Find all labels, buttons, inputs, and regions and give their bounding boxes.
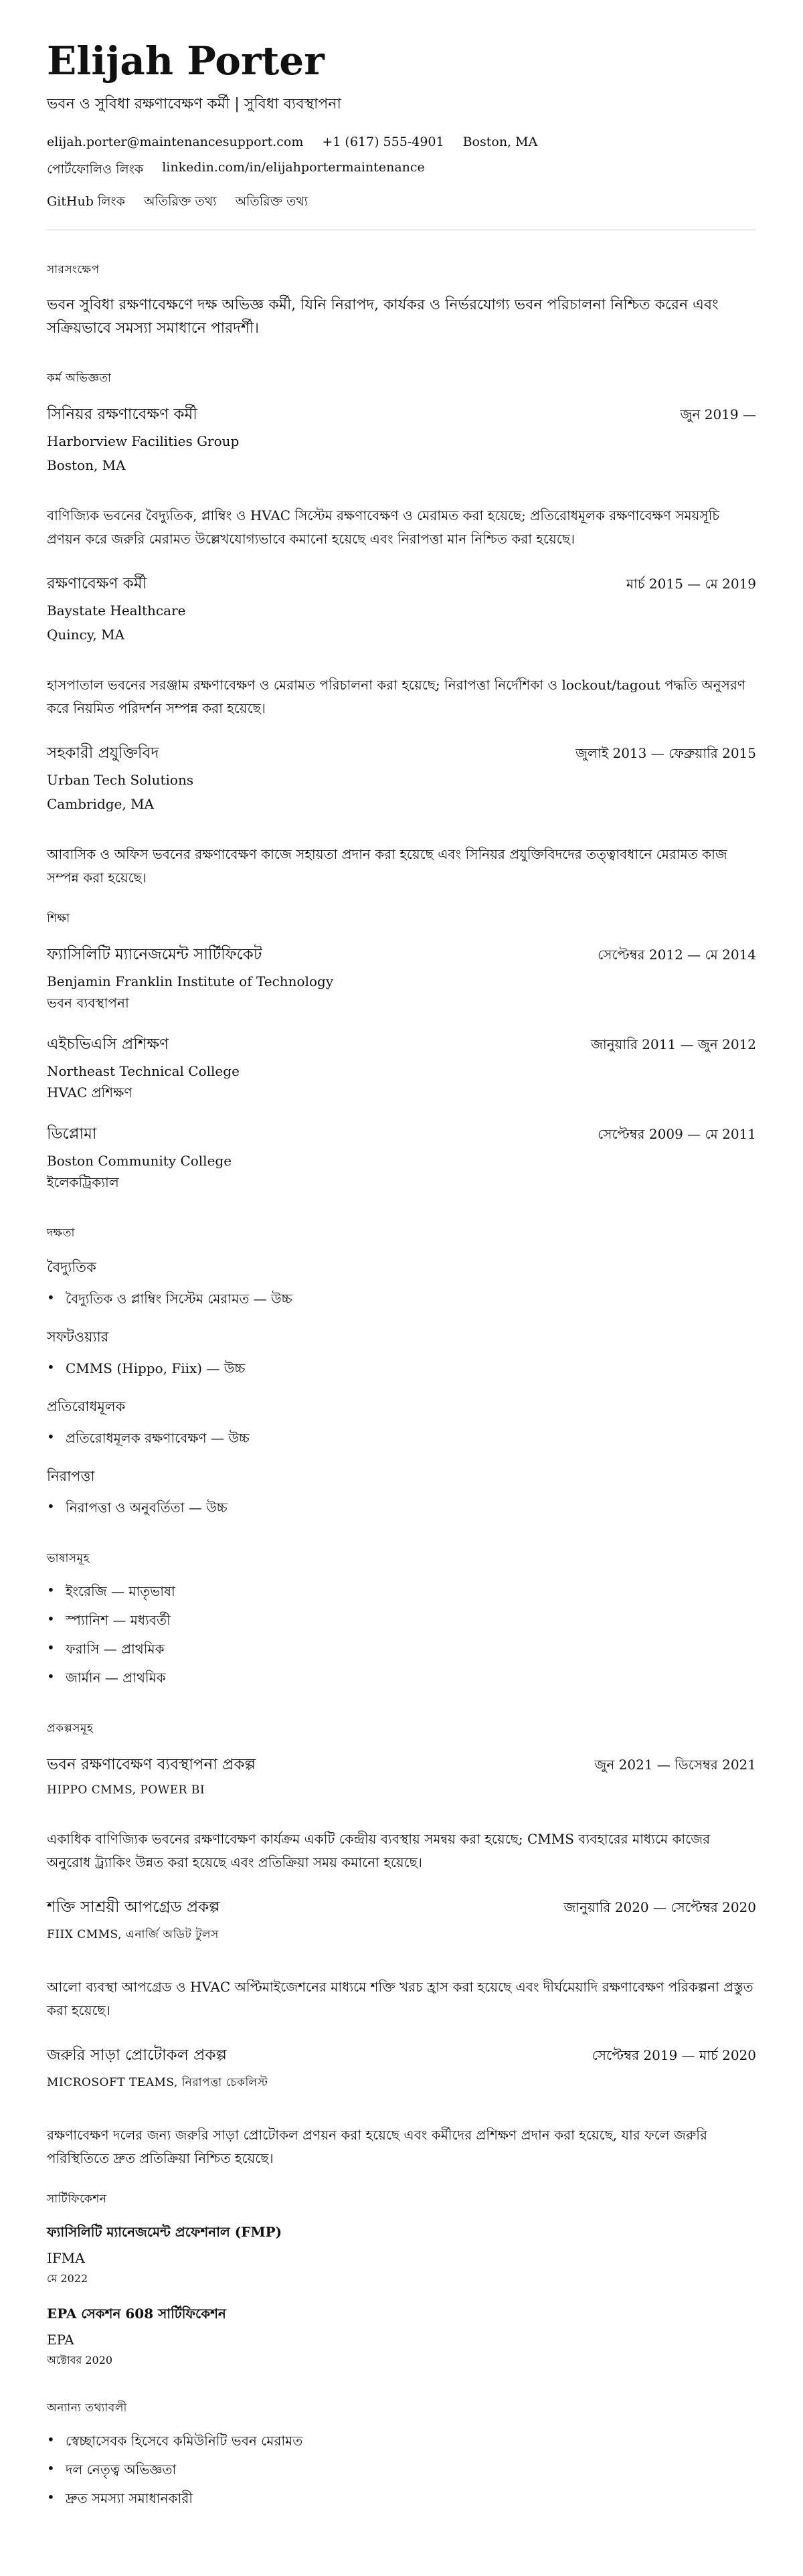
languages-section bbox=[47, 1550, 756, 1690]
skill-category: বৈদ্যুতিক bbox=[47, 1259, 96, 1276]
person-name: Elijah Porter bbox=[47, 38, 325, 84]
project-dates: জুন 2021 — ডিসেম্বর 2021 bbox=[594, 1757, 756, 1773]
section-title-certifications: সার্টিফিকেশন bbox=[47, 2192, 107, 2206]
skill-item: • বৈদ্যুতিক ও প্লাম্বিং সিস্টেম মেরামত — উচ্চ bbox=[47, 1289, 756, 1311]
phone-number: +1 (617) 555-4901 bbox=[322, 134, 444, 149]
field-of-study: HVAC প্রশিক্ষণ bbox=[47, 1084, 132, 1101]
email-link[interactable]: elijah.porter@maintenancesupport.com bbox=[47, 134, 304, 149]
section-title-projects: প্রকল্পসমূহ bbox=[47, 1722, 94, 1736]
project-tech: FIIX CMMS, এনার্জি অডিট টুলস bbox=[47, 1928, 219, 1942]
language-item: • ফরাসি — প্রাথমিক bbox=[47, 1639, 756, 1662]
job-location: Cambridge, MA bbox=[47, 796, 155, 813]
certification-name: EPA সেকশন 608 সার্টিফিকেশন bbox=[47, 2306, 226, 2322]
contact-line-1 bbox=[47, 135, 756, 149]
project-description: একাধিক বাণিজ্যিক ভবনের রক্ষণাবেক্ষণ কার্যক্রম একটি কেন্দ্রীয় ব্যবস্থায় সমন্বয় করা হয়েছে; CMMS ব্যবহারের মাধ্যমে কাজের অনুরোধ ট্র্যাকিং উন্নত করা হয়েছে এবং প্রতিক্রিয়া সময় কমানো হয়েছে। bbox=[47, 1831, 711, 1871]
experience-entry bbox=[47, 571, 756, 720]
location: Boston, MA bbox=[462, 134, 538, 149]
experience-entry bbox=[47, 402, 756, 551]
language-item: • জার্মান — প্রাথমিক bbox=[47, 1668, 756, 1690]
skill-item: • প্রতিরোধমূলক রক্ষণাবেক্ষণ — উচ্চ bbox=[47, 1429, 756, 1451]
certification-entry bbox=[47, 2304, 756, 2370]
extra-info-2: অতিরিক্ত তথ্য bbox=[235, 193, 308, 209]
institution: Boston Community College bbox=[47, 1153, 232, 1170]
skill-item: • নিরাপত্তা ও অনুবর্তিতা — উচ্চ bbox=[47, 1498, 756, 1520]
section-title-skills: দক্ষতা bbox=[47, 1226, 75, 1240]
contact-line-2 bbox=[47, 160, 756, 181]
education-entry bbox=[47, 942, 756, 1016]
skill-category: নিরাপত্তা bbox=[47, 1468, 95, 1485]
projects-section bbox=[47, 1720, 756, 2170]
job-title: সহকারী প্রযুক্তিবিদ bbox=[47, 744, 159, 762]
skill-category: সফটওয়্যার bbox=[47, 1329, 109, 1346]
job-title: সিনিয়র রক্ষণাবেক্ষণ কর্মী bbox=[47, 406, 197, 424]
certification-date: মে 2022 bbox=[47, 2272, 88, 2285]
education-dates: সেপ্টেম্বর 2012 — মে 2014 bbox=[598, 947, 756, 963]
skills-section bbox=[47, 1224, 756, 1520]
certification-entry bbox=[47, 2223, 756, 2288]
institution: Benjamin Franklin Institute of Technology bbox=[47, 973, 334, 990]
headline: ভবন ও সুবিধা রক্ষণাবেক্ষণ কর্মী | সুবিধা ব্যবস্থাপনা bbox=[47, 95, 341, 112]
portfolio-link[interactable]: পোর্টফোলিও লিংক bbox=[47, 161, 144, 177]
project-entry bbox=[47, 1895, 756, 2022]
field-of-study: ভবন ব্যবস্থাপনা bbox=[47, 995, 129, 1012]
job-location: Boston, MA bbox=[47, 457, 126, 474]
experience-section bbox=[47, 370, 756, 890]
education-section bbox=[47, 910, 756, 1195]
skill-category: প্রতিরোধমূলক bbox=[47, 1398, 126, 1415]
other-info-item: • দল নেতৃত্ব অভিজ্ঞতা bbox=[47, 2460, 756, 2482]
job-description: হাসপাতাল ভবনের সরঞ্জাম রক্ষণাবেক্ষণ ও মেরামত পরিচালনা করা হয়েছে; নিরাপত্তা নির্দেশিকা ও lockout/tagout পদ্ধতি অনুসরণ করে নিয়মিত পরিদর্শন সম্পন্ন করা হয়েছে। bbox=[47, 677, 745, 717]
education-dates: জানুয়ারি 2011 — জুন 2012 bbox=[591, 1036, 756, 1053]
education-entry bbox=[47, 1032, 756, 1105]
github-link[interactable]: GitHub লিংক bbox=[47, 193, 125, 209]
other-info-section bbox=[47, 2399, 756, 2511]
certification-name: ফ্যাসিলিটি ম্যানেজমেন্ট প্রফেশনাল (FMP) bbox=[47, 2224, 282, 2241]
other-info-item: • স্বেচ্ছাসেবক হিসেবে কমিউনিটি ভবন মেরামত bbox=[47, 2431, 756, 2453]
degree: ডিপ্লোমা bbox=[47, 1125, 97, 1143]
certification-date: অক্টোবর 2020 bbox=[47, 2354, 113, 2367]
other-info-item: • দ্রুত সমস্যা সমাধানকারী bbox=[47, 2489, 756, 2511]
project-dates: জানুয়ারি 2020 — সেপ্টেম্বর 2020 bbox=[563, 1899, 756, 1916]
skill-group bbox=[47, 1326, 756, 1381]
section-title-other: অন্যান্য তথ্যাবলী bbox=[47, 2401, 127, 2415]
degree: ফ্যাসিলিটি ম্যানেজমেন্ট সার্টিফিকেট bbox=[47, 946, 262, 964]
employer: Urban Tech Solutions bbox=[47, 772, 194, 789]
job-description: আবাসিক ও অফিস ভবনের রক্ষণাবেক্ষণ কাজে সহায়তা প্রদান করা হয়েছে এবং সিনিয়র প্রযুক্তিবিদদের তত্ত্বাবধানে মেরামত কাজ সম্পন্ন করা হয়েছে। bbox=[47, 846, 727, 886]
degree: এইচভিএসি প্রশিক্ষণ bbox=[47, 1036, 169, 1054]
project-description: রক্ষণাবেক্ষণ দলের জন্য জরুরি সাড়া প্রোটোকল প্রণয়ন করা হয়েছে এবং কর্মীদের প্রশিক্ষণ প্রদান করা হয়েছে, যার ফলে জরুরি পরিস্থিতিতে দ্রুত প্রতিক্রিয়া নিশ্চিত হয়েছে। bbox=[47, 2127, 707, 2167]
project-dates: সেপ্টেম্বর 2019 — মার্চ 2020 bbox=[592, 2047, 756, 2064]
project-name: জরুরি সাড়া প্রোটোকল প্রকল্প bbox=[47, 2046, 227, 2065]
field-of-study: ইলেকট্রিক্যাল bbox=[47, 1174, 119, 1191]
job-title: রক্ষণাবেক্ষণ কর্মী bbox=[47, 575, 147, 593]
linkedin-link[interactable]: linkedin.com/in/elijahportermaintenance bbox=[162, 159, 425, 175]
project-description: আলো ব্যবস্থা আপগ্রেড ও HVAC অপ্টিমাইজেশনের মাধ্যমে শক্তি খরচ হ্রাস করা হয়েছে এবং দীর্ঘমেয়াদি রক্ষণাবেক্ষণ পরিকল্পনা প্রস্তুত করা হয়েছে। bbox=[47, 1979, 753, 2019]
section-title-languages: ভাষাসমূহ bbox=[47, 1552, 90, 1566]
experience-entry bbox=[47, 740, 756, 890]
employer: Baystate Healthcare bbox=[47, 602, 186, 619]
certification-issuer: IFMA bbox=[47, 2250, 85, 2267]
project-name: ভবন রক্ষণাবেক্ষণ ব্যবস্থাপনা প্রকল্প bbox=[47, 1756, 256, 1774]
institution: Northeast Technical College bbox=[47, 1063, 240, 1080]
summary-text: ভবন সুবিধা রক্ষণাবেক্ষণে দক্ষ অভিজ্ঞ কর্মী, যিনি নিরাপদ, কার্যকর ও নির্ভরযোগ্য ভবন পরিচালনা নিশ্চিত করেন এবং সক্রিয়ভাবে সমস্যা সমাধানে পারদর্শী। bbox=[47, 296, 719, 337]
job-dates: জুলাই 2013 — ফেব্রুয়ারি 2015 bbox=[575, 745, 756, 762]
job-dates: মার্চ 2015 — মে 2019 bbox=[626, 576, 756, 592]
job-dates: জুন 2019 — bbox=[680, 406, 756, 423]
summary-section bbox=[47, 261, 756, 340]
skill-group bbox=[47, 1257, 756, 1311]
certification-issuer: EPA bbox=[47, 2332, 74, 2348]
skill-group bbox=[47, 1396, 756, 1451]
project-tech: MICROSOFT TEAMS, নিরাপত্তা চেকলিস্ট bbox=[47, 2076, 268, 2090]
language-item: • ইংরেজি — মাতৃভাষা bbox=[47, 1582, 756, 1604]
language-item: • স্প্যানিশ — মধ্যবর্তী bbox=[47, 1611, 756, 1633]
job-description: বাণিজ্যিক ভবনের বৈদ্যুতিক, প্লাম্বিং ও HVAC সিস্টেম রক্ষণাবেক্ষণ ও মেরামত করা হয়েছে; প্রতিরোধমূলক রক্ষণাবেক্ষণ সময়সূচি প্রণয়ন করে জরুরি মেরামত উল্লেখযোগ্যভাবে কমানো হয়েছে এবং নিরাপত্তা মান নিশ্চিত করা হয়েছে। bbox=[47, 507, 720, 548]
extra-info-1: অতিরিক্ত তথ্য bbox=[143, 193, 217, 209]
employer: Harborview Facilities Group bbox=[47, 433, 240, 450]
skill-item: • CMMS (Hippo, Fiix) — উচ্চ bbox=[47, 1359, 756, 1381]
section-title-experience: কর্ম অভিজ্ঞতা bbox=[47, 372, 112, 386]
education-entry bbox=[47, 1121, 756, 1195]
project-name: শক্তি সাশ্রয়ী আপগ্রেড প্রকল্প bbox=[47, 1899, 220, 1917]
project-entry bbox=[47, 2042, 756, 2170]
resume-header bbox=[47, 40, 756, 214]
contact-line-3 bbox=[47, 192, 756, 214]
project-entry bbox=[47, 1752, 756, 1874]
section-title-summary: সারসংক্ষেপ bbox=[47, 262, 100, 276]
skill-group bbox=[47, 1465, 756, 1520]
section-title-education: শিক্ষা bbox=[47, 912, 70, 926]
certifications-section bbox=[47, 2190, 756, 2370]
job-location: Quincy, MA bbox=[47, 627, 125, 643]
project-tech: HIPPO CMMS, POWER BI bbox=[47, 1783, 205, 1797]
education-dates: সেপ্টেম্বর 2009 — মে 2011 bbox=[598, 1126, 756, 1143]
